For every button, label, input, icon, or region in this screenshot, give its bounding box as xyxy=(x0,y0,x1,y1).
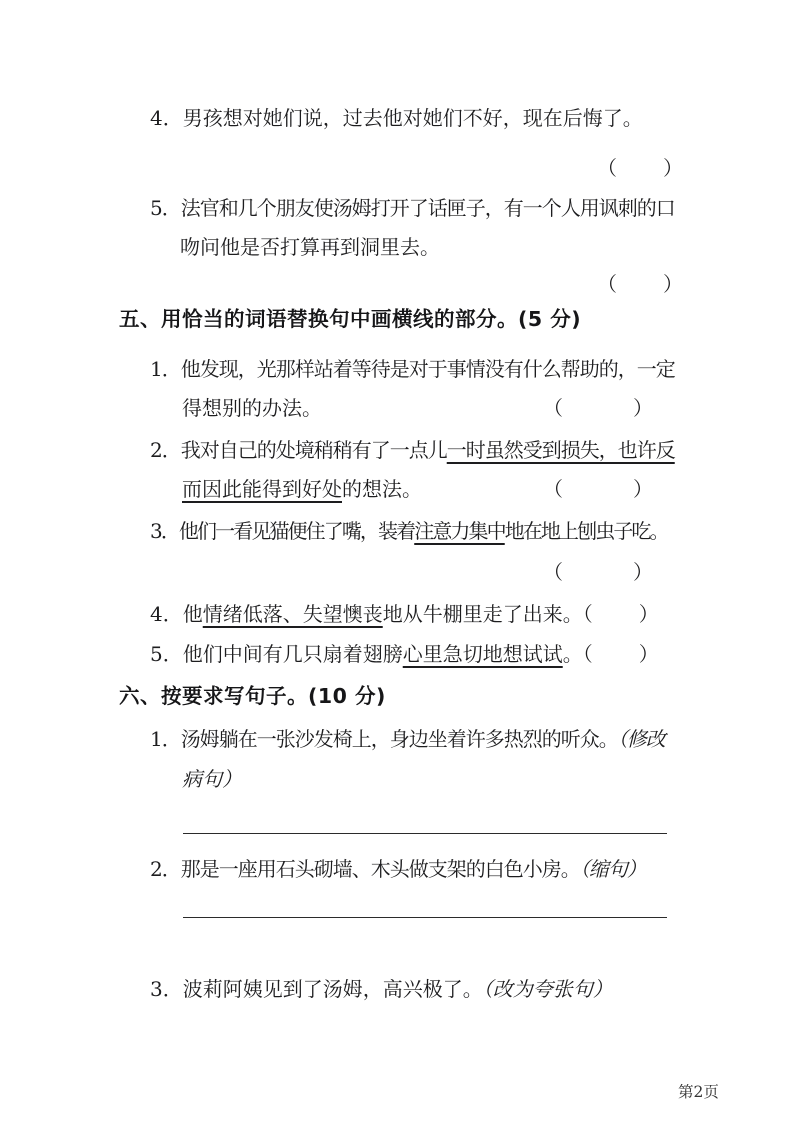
paren-close: ） xyxy=(638,642,659,666)
sentence-text: 地在地上刨虫子吃。 xyxy=(504,519,668,543)
section-six-title xyxy=(119,681,386,711)
sentence-text: 5．他们中间有几只扇着翅膀 xyxy=(150,642,403,666)
section-title-text: 五、用恰当的词语替换句中画横线的部分。(5 分) xyxy=(119,307,582,331)
underlined-phrase: 而因此能得到好处 xyxy=(182,477,342,501)
part4-question-4-answer-blank xyxy=(597,153,683,183)
sentence-text: 4．他 xyxy=(150,602,203,626)
paren-open: （ xyxy=(597,272,617,296)
part5-question-2-line1 xyxy=(150,435,675,465)
part5-question-4-line xyxy=(150,599,659,629)
sentence-text: 。 xyxy=(562,642,583,666)
instruction-note: 病句） xyxy=(182,767,242,791)
paren-close: ） xyxy=(663,156,683,180)
paren-open: （ xyxy=(582,602,593,626)
sentence-text: 2．那是一座用石头砌墙、木头做支架的白色小房。 xyxy=(150,857,580,881)
part5-question-2-answer-blank xyxy=(543,474,653,504)
paren-close: ） xyxy=(663,272,683,296)
sentence-text: 1．汤姆躺在一张沙发椅上，身边坐着许多热烈的听众。 xyxy=(150,727,618,751)
answer-writing-line xyxy=(183,887,667,918)
sentence-text: 3．波莉阿姨见到了汤姆，高兴极了。 xyxy=(150,977,483,1001)
sentence-text: 5．法官和几个朋友使汤姆打开了话匣子，有一个人用讽刺的口 xyxy=(150,196,675,220)
paren-open: （ xyxy=(597,156,617,180)
underlined-phrase: 注意力集中 xyxy=(414,519,505,543)
part5-question-5-line xyxy=(150,639,659,669)
part5-question-3-line xyxy=(150,516,668,546)
part4-question-5-line1 xyxy=(150,193,675,223)
section-title-text: 六、按要求写句子。(10 分) xyxy=(119,684,386,708)
underlined-phrase: 心里急切地想试试 xyxy=(402,642,563,666)
page-number-label: 第2页 xyxy=(678,1083,719,1101)
part4-question-5-line2 xyxy=(180,232,440,262)
sentence-text: 3．他们一看见猫便住了嘴，装着 xyxy=(150,519,415,543)
part6-question-2-line xyxy=(150,854,646,884)
paren-open: （ xyxy=(543,396,563,420)
paren-close: ） xyxy=(633,396,653,420)
part6-question-3-line xyxy=(150,974,613,1004)
paren-open: （ xyxy=(543,477,563,501)
part5-question-2-line2 xyxy=(182,474,422,504)
part5-question-1-line1 xyxy=(150,354,675,384)
paren-close: ） xyxy=(633,560,653,584)
paren-close: ） xyxy=(633,477,653,501)
underlined-phrase: 一时虽然受到损失，也许反 xyxy=(446,438,675,462)
instruction-note: （修改 xyxy=(617,727,665,751)
instruction-note: （缩句） xyxy=(579,857,646,881)
page-number-footer xyxy=(678,1080,719,1102)
part4-question-5-answer-blank xyxy=(597,269,683,299)
instruction-note: （改为夸张句） xyxy=(482,977,613,1001)
part6-question-1-line1 xyxy=(150,724,665,754)
answer-writing-line xyxy=(183,803,667,834)
part4-question-4-text xyxy=(150,103,643,133)
paren-open: （ xyxy=(543,560,563,584)
sentence-text: 地从牛棚里走了出来。 xyxy=(382,602,583,626)
section-five-title xyxy=(119,304,581,334)
sentence-text: 的想法。 xyxy=(342,477,422,501)
sentence-text: 吻问他是否打算再到洞里去。 xyxy=(180,235,440,259)
paren-close: ） xyxy=(638,602,659,626)
underlined-phrase: 情绪低落、失望懊丧 xyxy=(202,602,383,626)
sentence-text: 4．男孩想对她们说，过去他对她们不好，现在后悔了。 xyxy=(150,106,643,130)
part5-question-1-line2 xyxy=(182,393,322,423)
sentence-text: 1．他发现，光那样站着等待是对于事情没有什么帮助的，一定 xyxy=(150,357,675,381)
part5-question-1-answer-blank xyxy=(543,393,653,423)
paren-open: （ xyxy=(582,642,593,666)
part6-question-1-line2 xyxy=(182,764,242,794)
sentence-text: 2．我对自己的处境稍稍有了一点儿 xyxy=(150,438,447,462)
part5-question-3-answer-blank xyxy=(543,557,653,587)
sentence-text: 得想别的办法。 xyxy=(182,396,322,420)
